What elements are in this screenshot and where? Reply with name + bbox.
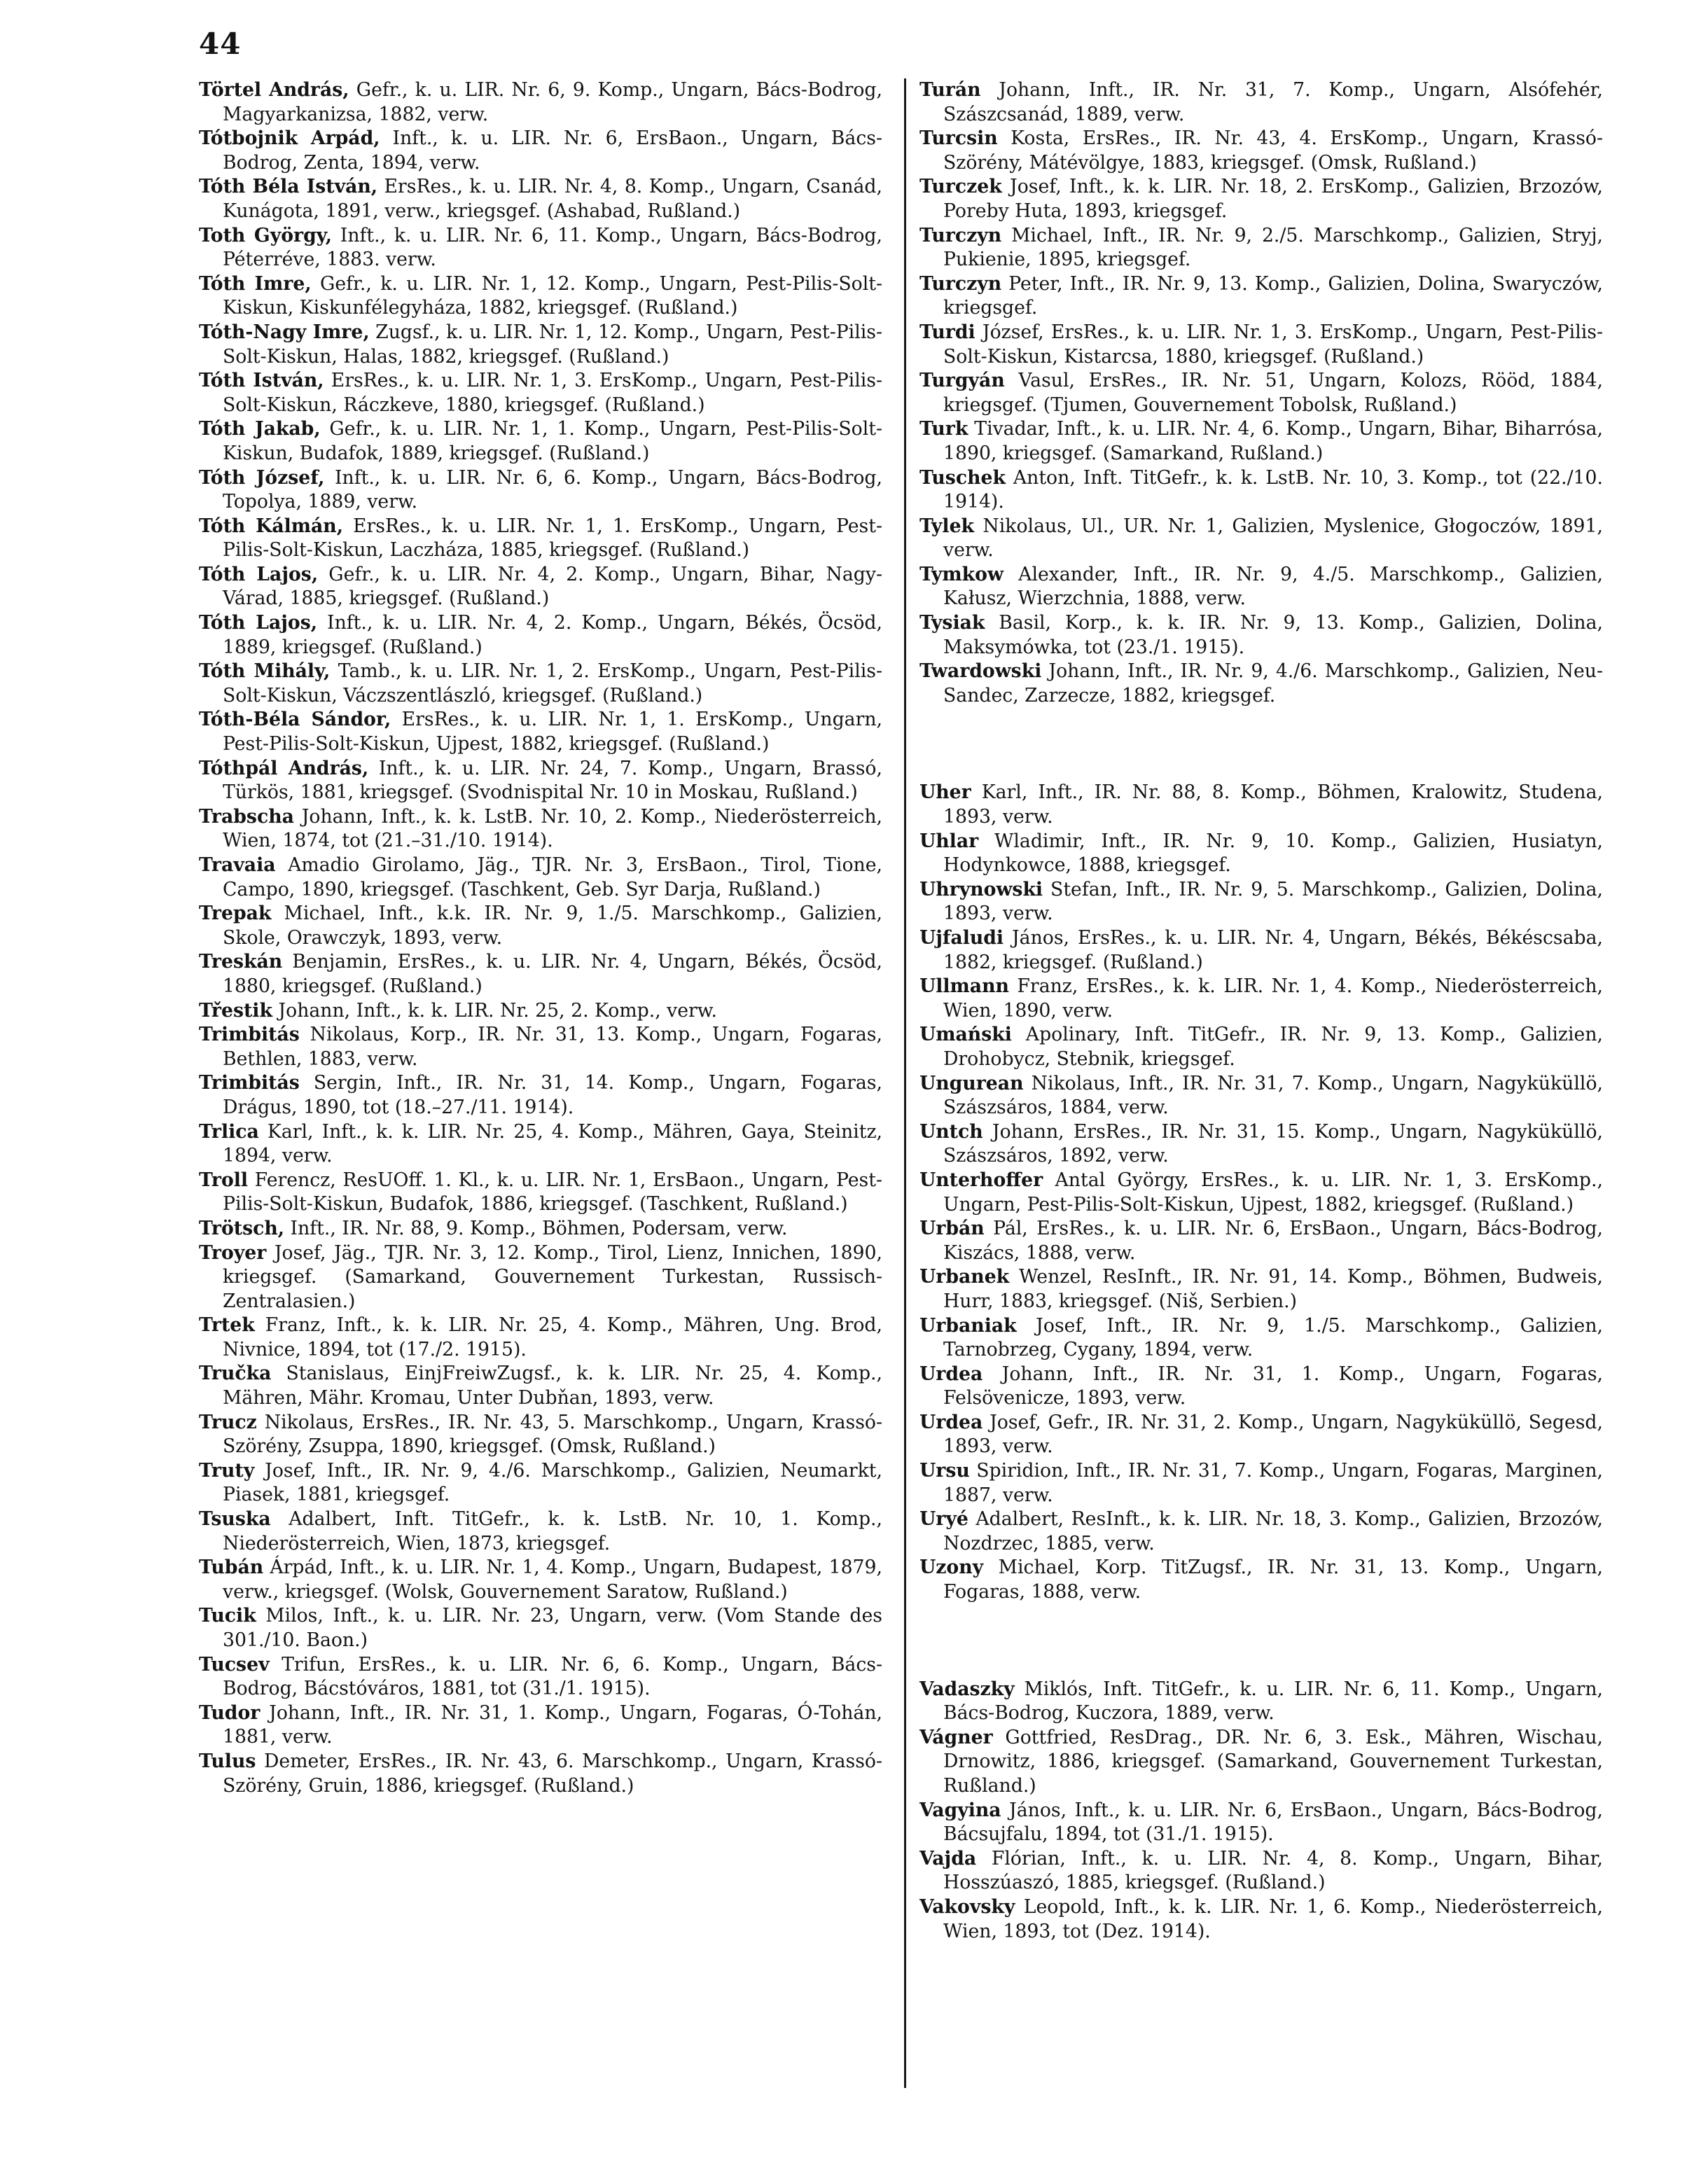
entry-details: Nikolaus, ErsRes., IR. Nr. 43, 5. Marschkomp., Ungarn, Krassó-Szörény, Zsuppa, 1890, kriegsgef. (Omsk, Rußland.) <box>223 1411 882 1458</box>
entry-surname: Umański <box>919 1024 1012 1046</box>
entry-details: Wenzel, ResInft., IR. Nr. 91, 14. Komp., Böhmen, Budweis, Hurr, 1883, kriegsgef. (Niš, Serbien.) <box>943 1266 1603 1312</box>
list-item <box>919 1895 1603 1944</box>
entry-surname: Troll <box>199 1169 249 1191</box>
entry-surname: Trtek <box>199 1314 255 1337</box>
entry-surname: Turcsin <box>919 127 998 150</box>
entry-surname: Toth György, <box>199 224 332 246</box>
entry-details: Sergin, Inft., IR. Nr. 31, 14. Komp., Ungarn, Fogaras, Drágus, 1890, tot (18.–27./11. 1914). <box>223 1072 882 1118</box>
list-item <box>919 127 1603 175</box>
entry-surname: Travaia <box>199 854 276 876</box>
entry-details: Tamb., k. u. LIR. Nr. 1, 2. ErsKomp., Ungarn, Pest-Pilis-Solt-Kiskun, Váczszentlászló, kriegsgef. (Rußland.) <box>223 660 882 706</box>
entry-details: Stefan, Inft., IR. Nr. 9, 5. Marschkomp., Galizien, Dolina, 1893, verw. <box>943 878 1603 925</box>
entry-details: Miklós, Inft. TitGefr., k. u. LIR. Nr. 6, 11. Komp., Ungarn, Bács-Bodrog, Kuczora, 1889, verw. <box>943 1678 1603 1725</box>
list-item <box>199 1750 882 1798</box>
entry-details: Gottfried, ResDrag., DR. Nr. 6, 3. Esk., Mähren, Wischau, Drnowitz, 1886, kriegsgef. (Samarkand, Gouvernement Turkestan, Rußland.) <box>943 1726 1603 1797</box>
list-item <box>199 708 882 756</box>
entry-surname: Tóth-Nagy Imre, <box>199 321 370 343</box>
list-item <box>919 224 1603 272</box>
section-v <box>919 1678 1603 1944</box>
entry-details: Josef, Inft., k. k. LIR. Nr. 18, 2. ErsKomp., Galizien, Brzozów, Poreby Huta, 1893, kriegsgef. <box>943 176 1603 222</box>
list-item <box>199 466 882 515</box>
list-item <box>199 1314 882 1362</box>
entry-surname: Tudor <box>199 1701 261 1724</box>
list-item <box>199 1169 882 1217</box>
entry-surname: Uhrynowski <box>919 878 1043 900</box>
entry-surname: Urbaniak <box>919 1314 1017 1337</box>
list-item <box>919 1799 1603 1847</box>
list-item <box>199 950 882 998</box>
entry-details: Michael, Inft., k.k. IR. Nr. 9, 1./5. Marschkomp., Galizien, Skole, Orawczyk, 1893, verw. <box>223 903 882 949</box>
entry-details: Tivadar, Inft., k. u. LIR. Nr. 4, 6. Komp., Ungarn, Bihar, Biharrósa, 1890, kriegsgef. (Samarkand, Rußland.) <box>943 418 1603 464</box>
entry-details: Inft., IR. Nr. 88, 9. Komp., Böhmen, Podersam, verw. <box>284 1217 788 1239</box>
entry-surname: Tucsev <box>199 1653 270 1676</box>
entry-surname: Tóth Mihály, <box>199 660 331 683</box>
entry-details: Wladimir, Inft., IR. Nr. 9, 10. Komp., Galizien, Husiatyn, Hodynkowce, 1888, kriegsgef. <box>943 830 1603 877</box>
entry-details: Johann, ErsRes., IR. Nr. 31, 15. Komp., Ungarn, Nagyküküllö, Szászsáros, 1892, verw. <box>943 1120 1603 1167</box>
list-item <box>199 1556 882 1604</box>
entry-surname: Törtel András, <box>199 79 349 101</box>
entry-details: Leopold, Inft., k. k. LIR. Nr. 1, 6. Komp., Niederösterreich, Wien, 1893, tot (Dez. 1914). <box>943 1895 1603 1942</box>
entry-surname: Turán <box>919 79 981 101</box>
entry-details: Benjamin, ErsRes., k. u. LIR. Nr. 4, Ungarn, Békés, Öcsöd, 1880, kriegsgef. (Rußland.) <box>223 951 882 997</box>
entry-surname: Urbanek <box>919 1266 1010 1288</box>
list-item <box>919 466 1603 515</box>
entry-surname: Turczyn <box>919 224 1002 246</box>
entry-surname: Untch <box>919 1120 983 1143</box>
entry-surname: Unterhoffer <box>919 1169 1043 1191</box>
list-item <box>919 1120 1603 1169</box>
entry-details: Nikolaus, Ul., UR. Nr. 1, Galizien, Myslenice, Głogoczów, 1891, verw. <box>943 515 1603 562</box>
list-item <box>199 757 882 805</box>
entry-surname: Tulus <box>199 1750 256 1772</box>
list-item <box>919 1508 1603 1556</box>
entry-surname: Uher <box>919 781 971 804</box>
entry-surname: Tuschek <box>919 466 1006 489</box>
list-item <box>199 1071 882 1120</box>
entry-details: Inft., k. u. LIR. Nr. 24, 7. Komp., Ungarn, Brassó, Türkös, 1881, kriegsgef. (Svodnispital Nr. 10 in Moskau, Rußland.) <box>223 757 882 804</box>
list-item <box>919 515 1603 563</box>
entry-surname: Ullmann <box>919 975 1009 998</box>
entry-details: Josef, Inft., IR. Nr. 9, 4./6. Marschkomp., Galizien, Neumarkt, Piasek, 1881, kriegsgef. <box>223 1459 882 1506</box>
entry-details: Johann, Inft., k. k. LIR. Nr. 25, 2. Komp., verw. <box>272 999 717 1022</box>
entry-details: Franz, Inft., k. k. LIR. Nr. 25, 4. Komp., Mähren, Ung. Brod, Nivnice, 1894, tot (17./2. 1915). <box>223 1314 882 1360</box>
entry-details: ErsRes., k. u. LIR. Nr. 4, 8. Komp., Ungarn, Csanád, Kunágota, 1891, verw., kriegsgef. (Ashabad, Rußland.) <box>223 176 882 222</box>
entry-surname: Vadaszky <box>919 1678 1015 1700</box>
entry-surname: Vakovsky <box>919 1895 1015 1918</box>
list-item <box>199 127 882 175</box>
entry-details: Karl, Inft., k. k. LIR. Nr. 25, 4. Komp., Mähren, Gaya, Steinitz, 1894, verw. <box>223 1120 882 1167</box>
right-column <box>919 78 1603 1944</box>
entry-details: Demeter, ErsRes., IR. Nr. 43, 6. Marschkomp., Ungarn, Krassó-Szörény, Gruin, 1886, kriegsgef. (Rußland.) <box>223 1750 882 1797</box>
entry-surname: Trlica <box>199 1120 259 1143</box>
entry-details: Johann, Inft., IR. Nr. 31, 7. Komp., Ungarn, Alsófehér, Szászcsanád, 1889, verw. <box>943 79 1603 125</box>
entry-details: Peter, Inft., IR. Nr. 9, 13. Komp., Galizien, Dolina, Swaryczów, kriegsgef. <box>943 272 1603 319</box>
section-t <box>919 78 1603 708</box>
list-item <box>919 781 1603 829</box>
list-item <box>919 1411 1603 1459</box>
entry-surname: Tóth István, <box>199 370 324 392</box>
entry-details: Franz, ErsRes., k. k. LIR. Nr. 1, 4. Komp., Niederösterreich, Wien, 1890, verw. <box>943 975 1603 1022</box>
list-item <box>919 321 1603 369</box>
entry-details: Johann, Inft., k. k. LstB. Nr. 10, 2. Komp., Niederösterreich, Wien, 1874, tot (21.–31./10. 1914). <box>223 805 882 852</box>
entry-details: Gefr., k. u. LIR. Nr. 1, 1. Komp., Ungarn, Pest-Pilis-Solt-Kiskun, Budafok, 1889, kriegsgef. (Rußland.) <box>223 418 882 464</box>
entry-surname: Ursu <box>919 1460 970 1482</box>
entry-details: Inft., k. u. LIR. Nr. 4, 2. Komp., Ungarn, Békés, Öcsöd, 1889, kriegsgef. (Rußland.) <box>223 612 882 658</box>
entry-surname: Tysiak <box>919 612 985 634</box>
entry-surname: Troyer <box>199 1241 267 1264</box>
entry-details: Josef, Gefr., IR. Nr. 31, 2. Komp., Ungarn, Nagyküküllö, Segesd, 1893, verw. <box>943 1411 1603 1458</box>
entry-details: Adalbert, Inft. TitGefr., k. k. LstB. Nr. 10, 1. Komp., Niederösterreich, Wien, 1873, kriegsgef. <box>223 1508 882 1554</box>
list-item <box>919 1314 1603 1363</box>
list-item <box>199 175 882 223</box>
entry-surname: Trötsch, <box>199 1217 285 1239</box>
list-item <box>199 78 882 127</box>
entry-details: Ferencz, ResUOff. 1. Kl., k. u. LIR. Nr. 1, ErsBaon., Ungarn, Pest-Pilis-Solt-Kiskun, Budafok, 1886, kriegsgef. (Taschkent, Rußland.) <box>223 1169 882 1216</box>
entry-surname: Trimbitás <box>199 1072 300 1094</box>
entry-surname: Tóth Béla István, <box>199 176 378 198</box>
entry-details: Adalbert, ResInft., k. k. LIR. Nr. 18, 3. Komp., Galizien, Brzozów, Nozdrzec, 1885, verw. <box>943 1508 1603 1554</box>
entry-surname: Turczyn <box>919 272 1002 295</box>
list-item <box>919 417 1603 466</box>
list-item <box>919 1556 1603 1604</box>
entry-details: Stanislaus, EinjFreiwZugsf., k. k. LIR. Nr. 25, 4. Komp., Mähren, Mähr. Kromau, Unter Dubňan, 1893, verw. <box>223 1363 882 1409</box>
entry-details: József, ErsRes., k. u. LIR. Nr. 1, 3. ErsKomp., Ungarn, Pest-Pilis-Solt-Kiskun, Kistarcsa, 1880, kriegsgef. (Rußland.) <box>943 321 1603 368</box>
entry-details: Basil, Korp., k. k. IR. Nr. 9, 13. Komp., Galizien, Dolina, Maksymówka, tot (23./1. 1915). <box>943 612 1603 658</box>
list-item <box>199 515 882 563</box>
entry-details: Karl, Inft., IR. Nr. 88, 8. Komp., Böhmen, Kralowitz, Studena, 1893, verw. <box>943 781 1603 828</box>
list-item <box>199 417 882 466</box>
list-item <box>199 999 882 1024</box>
list-item <box>919 1363 1603 1411</box>
section-separator <box>919 1605 1603 1678</box>
entry-surname: Truty <box>199 1459 255 1482</box>
list-item <box>199 1411 882 1459</box>
entry-details: ErsRes., k. u. LIR. Nr. 1, 1. ErsKomp., Ungarn, Pest-Pilis-Solt-Kiskun, Laczháza, 1885, kriegsgef. (Rußland.) <box>223 515 882 562</box>
entry-surname: Tóth Kálmán, <box>199 515 343 537</box>
list-item <box>919 1023 1603 1071</box>
entry-surname: Tucik <box>199 1605 256 1627</box>
list-item <box>919 660 1603 708</box>
list-item <box>199 1362 882 1410</box>
entry-surname: Tóth-Béla Sándor, <box>199 709 391 731</box>
list-item <box>199 321 882 369</box>
entry-surname: Turgyán <box>919 370 1005 392</box>
column-divider <box>904 78 906 2088</box>
entry-details: Nikolaus, Inft., IR. Nr. 31, 7. Komp., Ungarn, Nagyküküllö, Szászsáros, 1884, verw. <box>943 1072 1603 1119</box>
list-item <box>199 1023 882 1071</box>
entry-surname: Trimbitás <box>199 1024 300 1046</box>
entry-details: Anton, Inft. TitGefr., k. k. LstB. Nr. 10, 3. Komp., tot (22./10. 1914). <box>943 466 1603 513</box>
list-item <box>199 1120 882 1169</box>
list-item <box>919 611 1603 660</box>
entry-details: Spiridion, Inft., IR. Nr. 31, 7. Komp., Ungarn, Fogaras, Marginen, 1887, verw. <box>943 1460 1603 1506</box>
list-item <box>919 1459 1603 1508</box>
list-item <box>919 369 1603 417</box>
entry-details: Alexander, Inft., IR. Nr. 9, 4./5. Marschkomp., Galizien, Kałusz, Wierzchnia, 1888, verw. <box>943 563 1603 610</box>
entry-details: Milos, Inft., k. u. LIR. Nr. 23, Ungarn, verw. (Vom Stande des 301./10. Baon.) <box>223 1605 882 1651</box>
entry-surname: Tsuska <box>199 1508 271 1531</box>
entry-details: Michael, Korp. TitZugsf., IR. Nr. 31, 13. Komp., Ungarn, Fogaras, 1888, verw. <box>943 1557 1603 1603</box>
entry-surname: Urdea <box>919 1363 983 1385</box>
list-item <box>199 805 882 854</box>
entry-details: Gefr., k. u. LIR. Nr. 1, 12. Komp., Ungarn, Pest-Pilis-Solt-Kiskun, Kiskunfélegyháza, 1882, kriegsgef. (Rußland.) <box>223 272 883 319</box>
list-item <box>199 611 882 660</box>
entry-details: Gefr., k. u. LIR. Nr. 6, 9. Komp., Ungarn, Bács-Bodrog, Magyarkanizsa, 1882, verw. <box>223 79 882 125</box>
entry-details: ErsRes., k. u. LIR. Nr. 1, 3. ErsKomp., Ungarn, Pest-Pilis-Solt-Kiskun, Ráczkeve, 1880, kriegsgef. (Rußland.) <box>223 370 882 416</box>
list-item <box>199 224 882 272</box>
entry-surname: Turk <box>919 418 968 440</box>
entry-surname: Tóthpál András, <box>199 757 369 779</box>
entry-details: Gefr., k. u. LIR. Nr. 4, 2. Komp., Ungarn, Bihar, Nagy-Várad, 1885, kriegsgef. (Rußland.) <box>223 563 882 610</box>
entry-surname: Tóth József, <box>199 466 325 489</box>
list-item <box>919 1169 1603 1217</box>
list-item <box>919 1217 1603 1265</box>
entry-details: János, ErsRes., k. u. LIR. Nr. 4, Ungarn, Békés, Békéscsaba, 1882, kriegsgef. (Rußland.) <box>943 927 1603 973</box>
entry-surname: Trepak <box>199 903 272 925</box>
entry-details: Inft., k. u. LIR. Nr. 6, ErsBaon., Ungarn, Bács-Bodrog, Zenta, 1894, verw. <box>223 127 882 174</box>
entry-surname: Třestik <box>199 999 272 1022</box>
list-item <box>919 1847 1603 1895</box>
entry-surname: Tóth Lajos, <box>199 612 318 634</box>
entry-surname: Vagyina <box>919 1799 1001 1821</box>
entry-surname: Uzony <box>919 1557 984 1579</box>
entry-details: ErsRes., k. u. LIR. Nr. 1, 1. ErsKomp., Ungarn, Pest-Pilis-Solt-Kiskun, Ujpest, 1882, kriegsgef. (Rußland.) <box>223 709 883 756</box>
list-item <box>919 175 1603 223</box>
entry-details: Trifun, ErsRes., k. u. LIR. Nr. 6, 6. Komp., Ungarn, Bács-Bodrog, Bácstóváros, 1881, tot (31./1. 1915). <box>223 1653 882 1700</box>
entry-details: Josef, Jäg., TJR. Nr. 3, 12. Komp., Tirol, Lienz, Innichen, 1890, kriegsgef. (Samarkand, Gouvernement Turkestan, Russisch-Zentralasien.) <box>223 1241 882 1312</box>
list-item <box>199 1508 882 1556</box>
list-item <box>919 1265 1603 1314</box>
entry-surname: Tótbojnik Arpád, <box>199 127 380 150</box>
entry-details: Inft., k. u. LIR. Nr. 6, 11. Komp., Ungarn, Bács-Bodrog, Péterréve, 1883. verw. <box>223 224 882 271</box>
entry-surname: Tručka <box>199 1363 272 1385</box>
entry-surname: Vajda <box>919 1847 977 1870</box>
entry-details: Kosta, ErsRes., IR. Nr. 43, 4. ErsKomp., Ungarn, Krassó-Szörény, Mátévölgye, 1883, kriegsgef. (Omsk, Rußland.) <box>943 127 1603 174</box>
list-item <box>199 1701 882 1750</box>
list-item <box>199 1459 882 1508</box>
list-item <box>199 1241 882 1314</box>
entry-surname: Twardowski <box>919 660 1042 683</box>
entry-details: Josef, Inft., IR. Nr. 9, 1./5. Marschkomp., Galizien, Tarnobrzeg, Cygany, 1894, verw. <box>943 1314 1603 1361</box>
page-number: 44 <box>199 27 242 61</box>
entry-details: Flórian, Inft., k. u. LIR. Nr. 4, 8. Komp., Ungarn, Bihar, Hosszúaszó, 1885, kriegsgef. (Rußland.) <box>943 1847 1603 1894</box>
entry-surname: Tóth Jakab, <box>199 418 321 440</box>
entry-details: Johann, Inft., IR. Nr. 31, 1. Komp., Ungarn, Fogaras, Felsövenicze, 1893, verw. <box>943 1363 1603 1409</box>
entry-details: Johann, Inft., IR. Nr. 31, 1. Komp., Ungarn, Fogaras, Ó-Tohán, 1881, verw. <box>223 1701 882 1748</box>
list-item <box>199 1217 882 1241</box>
entry-surname: Treskán <box>199 951 283 973</box>
entry-surname: Trabscha <box>199 805 294 828</box>
entry-surname: Tymkow <box>919 563 1004 585</box>
entry-details: Michael, Inft., IR. Nr. 9, 2./5. Marschkomp., Galizien, Stryj, Pukienie, 1895, kriegsgef. <box>943 224 1603 271</box>
list-item <box>919 563 1603 611</box>
list-item <box>919 878 1603 926</box>
list-item <box>199 902 882 950</box>
section-separator <box>919 708 1603 781</box>
entry-details: Vasul, ErsRes., IR. Nr. 51, Ungarn, Kolozs, Rööd, 1884, kriegsgef. (Tjumen, Gouvernement Tobolsk, Rußland.) <box>943 370 1603 416</box>
entry-surname: Tylek <box>919 515 975 537</box>
list-item <box>919 78 1603 127</box>
entry-details: Nikolaus, Korp., IR. Nr. 31, 13. Komp., Ungarn, Fogaras, Bethlen, 1883, verw. <box>223 1024 882 1070</box>
list-item <box>919 975 1603 1023</box>
list-item <box>919 272 1603 321</box>
entry-details: Pál, ErsRes., k. u. LIR. Nr. 6, ErsBaon., Ungarn, Bács-Bodrog, Kiszács, 1888, verw. <box>943 1218 1603 1264</box>
entry-details: Zugsf., k. u. LIR. Nr. 1, 12. Komp., Ungarn, Pest-Pilis-Solt-Kiskun, Halas, 1882, kriegsgef. (Rußland.) <box>223 321 882 368</box>
entry-details: Árpád, Inft., k. u. LIR. Nr. 1, 4. Komp., Ungarn, Budapest, 1879, verw., kriegsgef. (Wolsk, Gouvernement Saratow, Rußland.) <box>223 1557 882 1603</box>
entry-surname: Ungurean <box>919 1072 1024 1094</box>
list-item <box>919 1678 1603 1726</box>
section-u <box>919 781 1603 1604</box>
left-column <box>199 78 882 1798</box>
entry-surname: Turczek <box>919 176 1002 198</box>
entry-surname: Vágner <box>919 1726 993 1748</box>
entry-surname: Tóth Imre, <box>199 272 312 295</box>
entry-surname: Urdea <box>919 1411 983 1433</box>
entry-surname: Tubán <box>199 1557 264 1579</box>
list-item <box>199 272 882 321</box>
entry-details: Johann, Inft., IR. Nr. 9, 4./6. Marschkomp., Galizien, Neu-Sandec, Zarzecze, 1882, kriegsgef. <box>943 660 1603 706</box>
list-item <box>919 1726 1603 1799</box>
list-item <box>199 1604 882 1652</box>
entry-details: Apolinary, Inft. TitGefr., IR. Nr. 9, 13. Komp., Galizien, Drohobycz, Stebnik, kriegsgef. <box>943 1024 1603 1070</box>
entry-details: Inft., k. u. LIR. Nr. 6, 6. Komp., Ungarn, Bács-Bodrog, Topolya, 1889, verw. <box>223 466 882 513</box>
entry-surname: Turdi <box>919 321 975 343</box>
list-item <box>919 926 1603 975</box>
entry-surname: Trucz <box>199 1411 257 1433</box>
entry-surname: Urbán <box>919 1218 985 1240</box>
list-item <box>199 854 882 902</box>
entry-details: János, Inft., k. u. LIR. Nr. 6, ErsBaon., Ungarn, Bács-Bodrog, Bácsujfalu, 1894, tot (31./1. 1915). <box>943 1799 1603 1846</box>
list-item <box>199 369 882 417</box>
list-item <box>199 660 882 708</box>
entry-details: Amadio Girolamo, Jäg., TJR. Nr. 3, ErsBaon., Tirol, Tione, Campo, 1890, kriegsgef. (Taschkent, Geb. Syr Darja, Rußland.) <box>223 854 882 900</box>
entry-surname: Uhlar <box>919 830 979 852</box>
list-item <box>919 830 1603 878</box>
entry-details: Antal György, ErsRes., k. u. LIR. Nr. 1, 3. ErsKomp., Ungarn, Pest-Pilis-Solt-Kiskun, Ujpest, 1882, kriegsgef. (Rußland.) <box>943 1169 1603 1216</box>
list-item <box>199 1653 882 1701</box>
list-item <box>199 563 882 611</box>
list-item <box>919 1072 1603 1120</box>
entry-surname: Tóth Lajos, <box>199 563 319 585</box>
entry-surname: Uryé <box>919 1508 968 1531</box>
entry-surname: Ujfaludi <box>919 927 1004 949</box>
